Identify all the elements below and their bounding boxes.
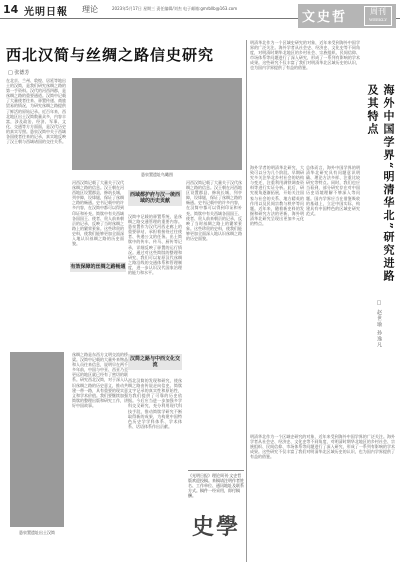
article-text: 明清华北作为一个区域史研究的对象，近年来受到海外中国学界的广泛关注。海外学者从社会史、经济史、文化史等不同角度，对明清时期华北地区的乡村社会、宗族组织、民间信仰、市场体系等问题进行了深入研究，形成了一系列有影响的学术成果。这些研究不仅丰富了我们对明清华北区域历史的认识，也为国内学界提供了有益的借鉴。: [250, 40, 360, 71]
side-byline: □ 赵世瑜 孙逸凡: [376, 300, 382, 349]
side-intro-column: [250, 40, 360, 160]
paper-name: 光明日報: [24, 7, 68, 18]
article-column-3: [128, 214, 182, 349]
article-text: 总体而言，海外中国学界的明清华北研究具有问题意识明确、理论方法多样、注重比较研究等特点。同时，我们也应当看到，部分研究存在对中国历史语境理解不够深入等问题。国内学界应当在借鉴吸收的基础上，立足中国实际，构建具有中国特色的区域史研究范式。: [306, 165, 360, 216]
photo-caption: 悬泉置遗址鸟瞰图: [141, 172, 173, 177]
article-column-2: [72, 180, 124, 340]
side-column-b: [306, 165, 360, 430]
article-text: 丝绸之路是东西方文明交流的桥梁。汉简中记载的大量外来物品和人员往来信息，说明早在两千多年前，中国与中亚、西亚乃至更远的地区就已经有了密切的联系。研究西北汉简，对于深入认识丝绸之路的历史意义，推动共建一带一路，具有重要的现实意义和学术价值。我们要继续加强简牍的整理出版和研究工作，讲好中国故事。: [72, 352, 128, 408]
subhead-3: 汉简之路与中西文化交流: [129, 356, 180, 368]
side-column-c: [250, 434, 395, 554]
promo-box: 《光明日报》理论周刊·文史哲版欢迎投稿。来稿请注明作者姓名、工作单位、通讯地址及联系方式。稿件一经采用，即付稿酬。: [188, 470, 244, 503]
history-seal: 史學: [192, 514, 241, 540]
photo-site-aerial: [72, 78, 242, 170]
rubric-tag: 周刊: [364, 6, 392, 26]
section-label: 理论: [82, 5, 98, 14]
rubric-title: 文史哲: [302, 10, 348, 25]
column-divider: [246, 40, 247, 562]
side-column-a: [250, 165, 304, 430]
article-text: 海外学者的明清华北研究，大致可以分为几个阶段。早期研究多关注华北乡村社会的结构与变迁，注重利用满铁调查资料等进行实证分析。此后，研究视角逐渐拓展，开始关注国家与社会的关系、地方精英的作用以及民间宗教与秩序等问题。近年来，随着新史料的发掘和研究方法的更新，海外明清华北研究呈现出更加多元化的特点。: [250, 165, 304, 227]
article-text: 河西汉简记载了大量关于汉代丝绸之路的信息。汉王朝在河西地区设置郡县，修筑长城，列亭障，设烽燧，保证了丝绸之路的畅通。史书记载中的许多内容，在汉简中都可以得到印证和补充。简牍中有关西域各国国王、使者、贵人前来朝贡的记录，反映了当时丝绸之路上的繁荣景象。这些珍贵的史料，使我们能够更加全面深入地认识丝绸之路的历史面貌。: [72, 180, 124, 247]
article-text: 河西汉简记载了大量关于汉代丝绸之路的信息。汉王朝在河西地区设置郡县，修筑长城，列亭障，设烽燧，保证了丝绸之路的畅通。史书记载中的许多内容，在汉简中都可以得到印证和补充。简牍中有关西域各国国王、使者、贵人前来朝贡的记录，反映了当时丝绸之路上的繁荣景象。这些珍贵的史料，使我们能够更加全面深入地认识丝绸之路的历史面貌。: [186, 180, 242, 242]
article-column-4: [72, 352, 128, 552]
rubric-sub: WEEKLY: [369, 17, 387, 22]
dateline: 2023年5月17日 星期三 责任编辑/刘杰 电子邮箱:gmrbllb@163.com: [112, 6, 238, 11]
article-column-1: [6, 78, 66, 348]
subhead-1: 西域都护府与汉一统西域的历史贡献: [129, 192, 180, 204]
article-text: 明清华北作为一个区域史研究的对象，近年来受到海外中国学界的广泛关注。海外学者从社会史、经济史、文化史等不同角度，对明清时期华北地区的乡村社会、宗族组织、民间信仰、市场体系等问题进行了深入研究，形成了一系列有影响的学术成果。这些研究不仅丰富了我们对明清华北区域历史的认识，也为国内学界提供了有益的借鉴。: [250, 434, 395, 460]
rubric-banner: [298, 4, 396, 28]
photo-vertical: [10, 352, 64, 527]
article-column-5: [128, 378, 182, 553]
article-text: 在北京、兰州、敦煌、居延等地出土的汉简，是我们研究丝绸之路的第一手资料。汉代的河西四郡，是丝绸之路的重要通道。汉简中记载了大量使者往来、驿置传递、商旅贸易的情况，为研究丝绸之路提供了鲜活的原始记录。近百年来，西北地区出土汉简数量众多，内容丰富，涉及政治、经济、军事、文化、交通等方方面面，是汉代历史的真实写照。悬泉汉简中关于西域各国使者往来的记录，真实地反映了汉王朝与西域诸国的交往关系。: [6, 78, 66, 145]
article-text: 西北汉简的发现和研究，使丝绸之路由传说走向信史。简牍文字记录的真实性和原始性，为我们提供了可靠的历史依据。今后应当进一步加强多学科交叉研究，充分利用现代科技手段，推动简牍学研究不断取得新的成果，为构建中国特色历史学学科体系、学术体系、话语体系作出贡献。: [128, 378, 182, 429]
main-byline: □ 张德芳: [8, 70, 30, 76]
page-number: 14: [3, 3, 19, 16]
main-headline: 西北汉简与丝绸之路信史研究: [6, 46, 215, 64]
side-headline: 海外中国学界“明清华北”研究进路及其特点: [366, 84, 395, 283]
photo-caption: 悬泉置遗址出土汉简: [19, 530, 55, 535]
article-text: 汉简中记载的驿置系统，是丝绸之路交通管理的重要内容。悬泉置作为汉代河西走廊上的重要驿站，承担着接待过往使者、传递公文的任务。出土简牍中的传车、传马、厨传等记录，详细反映了驿置的运行情况。通过对这些简牍的整理和研究，我们可以复原汉代丝绸之路沿线的交通体系和管理制度，进一步认识汉代国家治理的能力和水平。: [128, 214, 182, 276]
subhead-2: 有效保障的丝绸之路畅通: [70, 264, 126, 270]
